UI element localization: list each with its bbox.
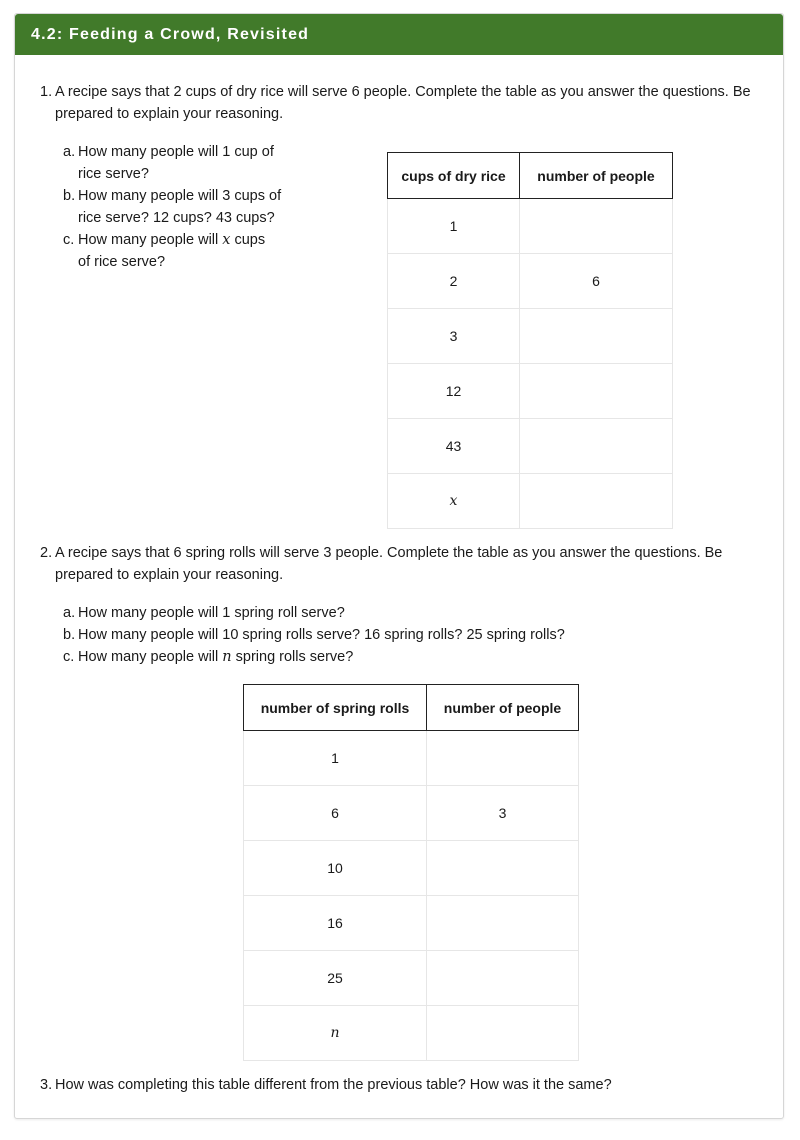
answer-cell[interactable] [427,841,579,896]
column-header: number of spring rolls [244,685,427,731]
subquestion-text: How many people will 1 spring roll serve? [78,605,345,621]
answer-cell[interactable] [427,896,579,951]
question-3 [40,1074,780,1096]
table-header-row [244,685,579,731]
answer-cell[interactable] [427,731,579,786]
question-1-text-line2: prepared to explain your reasoning. [55,106,284,122]
rice-table [387,152,673,529]
variable-n: n [222,649,232,665]
answer-cell[interactable] [427,1006,579,1061]
column-header: number of people [427,685,579,731]
subquestion-letter: b. [63,188,76,204]
subquestion-c [63,646,683,668]
answer-cell[interactable] [520,364,673,419]
subquestion-b [63,185,303,229]
subquestion-b [63,624,683,646]
question-1 [40,81,780,125]
table-cell: 3 [388,309,520,364]
table-cell-variable: n [244,1006,427,1061]
column-header: number of people [520,153,673,199]
subquestion-text [78,646,683,668]
subquestion-text: How many people will 1 cup of [78,144,274,160]
table-row [244,786,579,841]
table-row [388,364,673,419]
answer-cell[interactable] [520,309,673,364]
table-cell: 25 [244,951,427,1006]
question-1-subquestions [63,141,303,273]
variable-x: x [222,232,231,248]
table-cell: 16 [244,896,427,951]
table-cell-variable: x [388,474,520,529]
table-cell: 1 [244,731,427,786]
table-cell: 3 [427,786,579,841]
table-row [388,474,673,529]
table-cell: 10 [244,841,427,896]
subquestion-text: of rice serve? [78,254,166,270]
subquestion-text: rice serve? 12 cups? 43 cups? [78,210,275,226]
question-2-text-line1: A recipe says that 6 spring rolls will serve 3 people. Complete the table as you answer the questions. Be [55,545,723,561]
table-cell: 43 [388,419,520,474]
question-number: 3. [40,1077,53,1093]
activity-title: 4.2: Feeding a Crowd, Revisited [15,14,783,55]
subquestion-a [63,141,303,185]
subquestion-text-part: cups [230,232,266,248]
table-header-row [388,153,673,199]
table-row [244,841,579,896]
table-cell: 6 [244,786,427,841]
subquestion-c [63,229,303,273]
question-2 [40,542,780,586]
question-1-text-line1: A recipe says that 2 cups of dry rice will serve 6 people. Complete the table as you answer the questions. Be [55,84,751,100]
answer-cell[interactable] [520,199,673,254]
subquestion-letter: b. [63,627,76,643]
subquestion-letter: a. [63,605,76,621]
subquestion-text [78,229,303,251]
subquestion-text-part: How many people will [78,649,223,665]
table-cell: 2 [388,254,520,309]
subquestion-text: How many people will 3 cups of [78,188,282,204]
table-row [388,199,673,254]
question-number: 1. [40,84,53,100]
table-cell: 6 [520,254,673,309]
spring-rolls-table [243,684,579,1061]
table-row [244,896,579,951]
subquestion-text-part: How many people will [78,232,223,248]
subquestion-text: How many people will 10 spring rolls serve? 16 spring rolls? 25 spring rolls? [78,627,565,643]
answer-cell[interactable] [427,951,579,1006]
table-row [244,951,579,1006]
subquestion-letter: a. [63,144,76,160]
subquestion-a [63,602,683,624]
question-2-subquestions [63,602,683,668]
question-3-text: How was completing this table different from the previous table? How was it the same? [55,1077,612,1093]
answer-cell[interactable] [520,419,673,474]
table-row [388,309,673,364]
table-cell: 1 [388,199,520,254]
question-number: 2. [40,545,53,561]
subquestion-letter: c. [63,232,75,248]
activity-card [14,13,784,1119]
column-header: cups of dry rice [388,153,520,199]
subquestion-text-part: spring rolls serve? [231,649,354,665]
question-2-text-line2: prepared to explain your reasoning. [55,567,284,583]
table-row [244,731,579,786]
subquestion-text: rice serve? [78,166,149,182]
table-cell: 12 [388,364,520,419]
table-row [388,254,673,309]
table-row [244,1006,579,1061]
subquestion-letter: c. [63,649,75,665]
answer-cell[interactable] [520,474,673,529]
table-row [388,419,673,474]
